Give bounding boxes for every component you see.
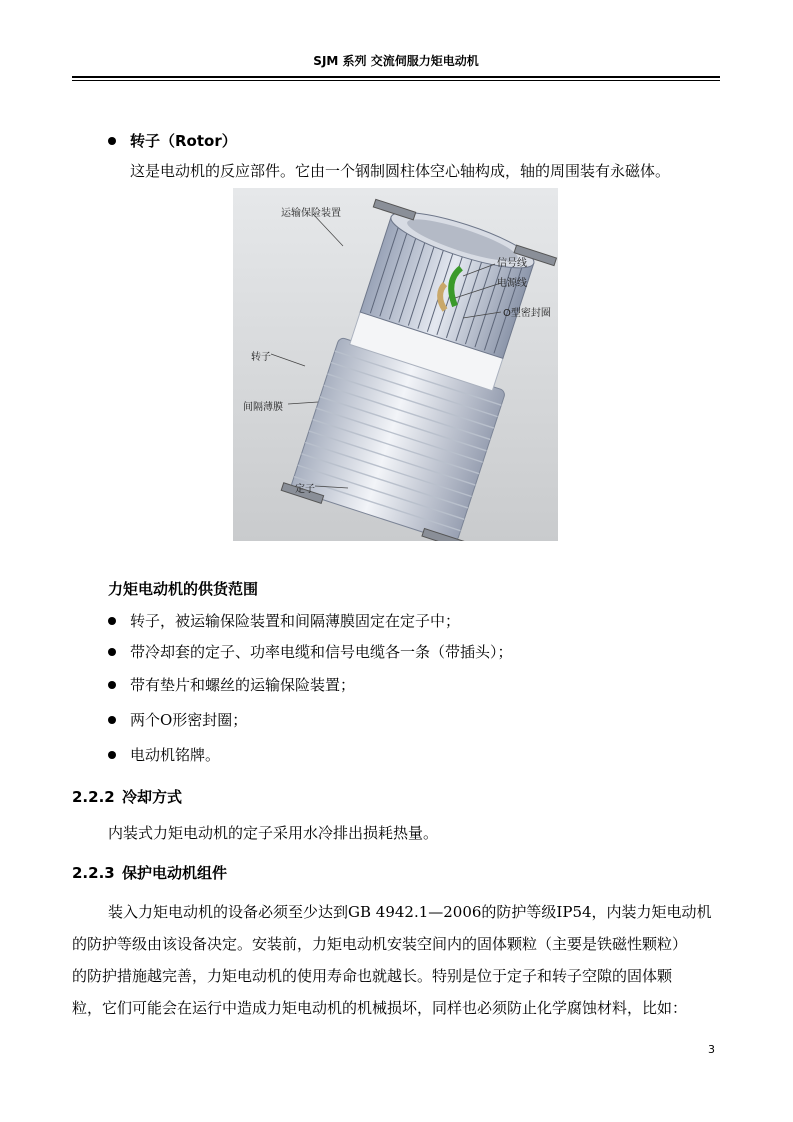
section-heading: 2.2.2 冷却方式	[72, 788, 183, 806]
label-stator: 定子	[295, 484, 315, 495]
page-header: SJM 系列 交流伺服力矩电动机	[313, 54, 479, 68]
header-rule-thin	[72, 80, 720, 81]
bullet-icon	[108, 617, 116, 625]
protect-line: 的防护措施越完善，力矩电动机的使用寿命也就越长。特别是位于定子和转子空隙的固体颗	[72, 967, 673, 985]
label-transport: 运输保险装置	[281, 208, 341, 219]
supply-item: 电动机铭牌。	[108, 744, 220, 765]
motor-figure	[233, 188, 558, 541]
bullet-icon	[108, 716, 116, 724]
protect-line: 粒，它们可能会在运行中造成力矩电动机的机械损坏，同样也必须防止化学腐蚀材料，比如：	[72, 999, 688, 1017]
label-signal: 信号线	[497, 258, 527, 269]
label-oring: O型密封圈	[503, 308, 551, 319]
motor-illustration	[233, 188, 558, 541]
label-power: 电源线	[497, 278, 527, 289]
bullet-icon	[108, 751, 116, 759]
rotor-heading: 转子（Rotor）	[108, 130, 237, 151]
supply-item: 带冷却套的定子、功率电缆和信号电缆各一条（带插头）；	[108, 641, 513, 662]
supply-item: 转子，被运输保险装置和间隔薄膜固定在定子中；	[108, 610, 460, 631]
protect-line: 装入力矩电动机的设备必须至少达到GB 4942.1—2006的防护等级IP54，内装力矩电动机	[108, 903, 712, 921]
supply-heading: 力矩电动机的供货范围	[108, 580, 259, 598]
header-rule	[72, 76, 720, 78]
bullet-icon	[108, 137, 116, 145]
label-membrane: 间隔薄膜	[243, 402, 283, 413]
bullet-icon	[108, 681, 116, 689]
supply-item: 带有垫片和螺丝的运输保险装置；	[108, 674, 355, 695]
page-number: 3	[708, 1043, 715, 1056]
section-heading: 2.2.3 保护电动机组件	[72, 864, 228, 882]
rotor-description: 这是电动机的反应部件。它由一个钢制圆柱体空心轴构成，轴的周围装有永磁体。	[130, 162, 671, 180]
bullet-icon	[108, 648, 116, 656]
supply-item: 两个O形密封圈；	[108, 709, 247, 730]
cooling-text: 内装式力矩电动机的定子采用水冷排出损耗热量。	[108, 824, 439, 842]
protect-line: 的防护等级由该设备决定。安装前，力矩电动机安装空间内的固体颗粒（主要是铁磁性颗粒）	[72, 935, 688, 953]
label-rotor: 转子	[251, 352, 271, 363]
